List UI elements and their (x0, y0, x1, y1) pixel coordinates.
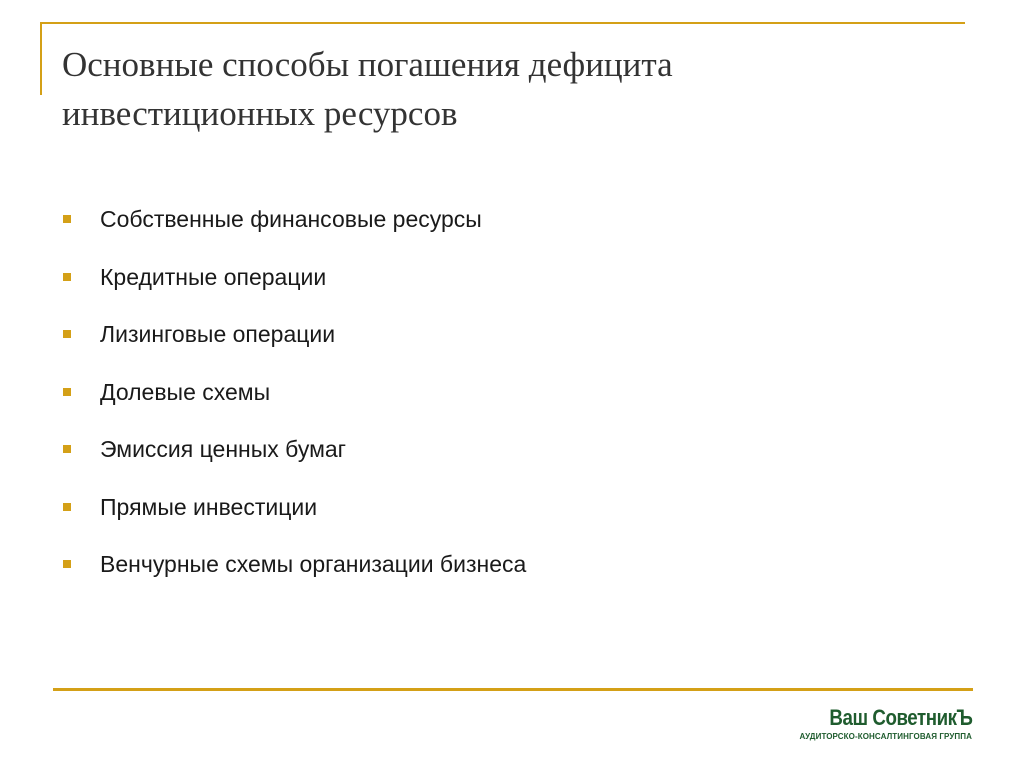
bullet-text: Долевые схемы (100, 378, 271, 405)
bullet-text: Эмиссия ценных бумаг (100, 436, 347, 462)
square-bullet-icon (63, 330, 71, 338)
slide-title (62, 40, 962, 138)
bullet-item (0, 420, 1024, 478)
logo-subtitle: АУДИТОРСКО-КОНСАЛТИНГОВАЯ ГРУППА (799, 732, 972, 741)
square-bullet-icon (63, 215, 71, 223)
bullet-item (0, 478, 1024, 536)
bullet-text: Лизинговые операции (100, 321, 336, 347)
square-bullet-icon (63, 273, 71, 281)
slide-title-line-1: Основные способы погашения дефицита (62, 45, 673, 84)
slide-title-line-2: инвестиционных ресурсов (62, 94, 458, 133)
square-bullet-icon (63, 388, 71, 396)
footer-divider (53, 688, 973, 691)
company-logo (800, 705, 972, 742)
title-frame-top-line (42, 22, 965, 24)
square-bullet-icon (63, 503, 71, 511)
square-bullet-icon (63, 445, 71, 453)
square-bullet-icon (63, 560, 71, 568)
title-frame-left-line (40, 22, 42, 95)
bullet-text: Прямые инвестиции (100, 493, 318, 520)
logo-name: Ваш СоветникЪ (828, 705, 972, 730)
bullet-list (0, 190, 1024, 593)
bullet-text: Венчурные схемы организации бизнеса (100, 551, 527, 577)
bullet-item (0, 535, 1024, 593)
bullet-text: Собственные финансовые ресурсы (100, 206, 482, 232)
bullet-item (0, 190, 1024, 248)
bullet-item (0, 305, 1024, 363)
bullet-item (0, 363, 1024, 421)
bullet-item (0, 248, 1024, 306)
bullet-text: Кредитные операции (100, 263, 327, 290)
